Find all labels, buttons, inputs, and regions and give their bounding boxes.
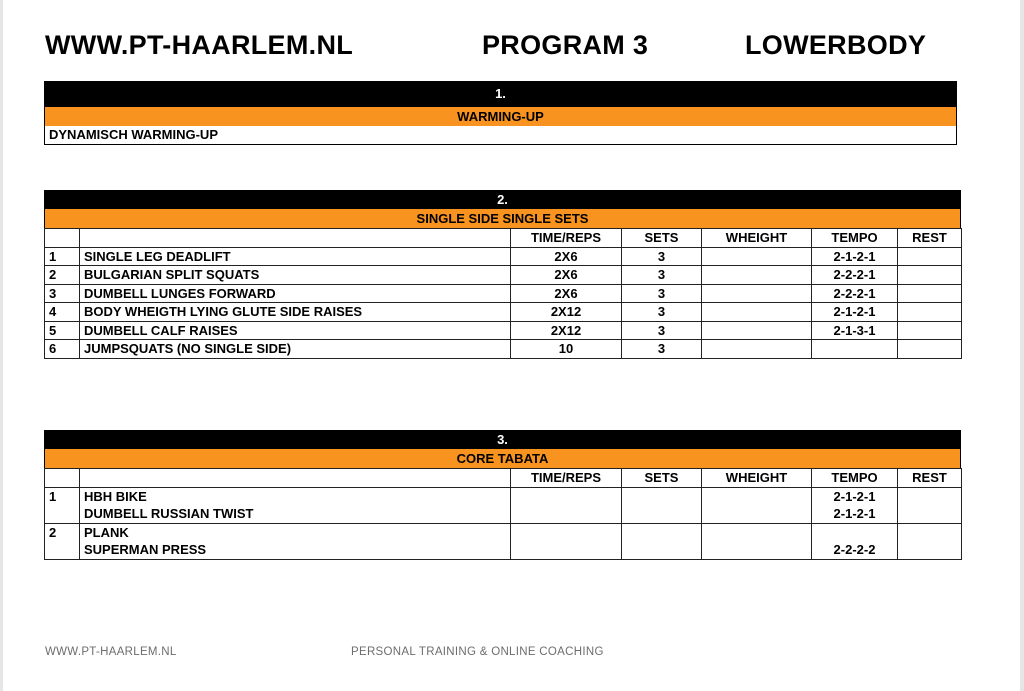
time-reps: 2X12 [511,321,622,340]
section-number: 1. [44,81,957,107]
weight [702,321,812,340]
row-number: 1 [45,487,80,505]
rest [898,266,962,285]
column-header-weight: WHEIGHT [702,229,812,248]
exercise-name: HBH BIKE [80,487,511,505]
time-reps: 2X6 [511,247,622,266]
exercise-table [44,468,962,560]
column-header-time-reps: TIME/REPS [511,469,622,488]
exercise-name: DUMBELL LUNGES FORWARD [80,284,511,303]
column-header [80,469,511,488]
column-header-time-reps: TIME/REPS [511,229,622,248]
time-reps: 10 [511,340,622,359]
section-title: WARMING-UP [44,107,957,126]
weight [702,487,812,505]
sets [622,523,702,541]
time-reps [511,541,622,559]
column-header-rest: REST [898,469,962,488]
page-edge-left [0,0,3,691]
footer-site: WWW.PT-HAARLEM.NL [45,646,177,658]
column-header [45,469,80,488]
table-row [45,321,962,340]
rest [898,340,962,359]
exercise-name: PLANK [80,523,511,541]
row-number-empty [45,505,80,523]
column-header-weight: WHEIGHT [702,469,812,488]
time-reps: 2X6 [511,266,622,285]
page-header [0,30,1024,66]
table-row [45,266,962,285]
table-row [45,284,962,303]
rest [898,303,962,322]
column-header [80,229,511,248]
exercise-name: JUMPSQUATS (NO SINGLE SIDE) [80,340,511,359]
table-row [45,303,962,322]
time-reps [511,487,622,505]
tempo: 2-1-2-1 [812,505,898,523]
table-header-row [45,469,962,488]
tempo: 2-2-2-1 [812,266,898,285]
sets: 3 [622,303,702,322]
table-row [45,523,962,541]
weight [702,523,812,541]
sets [622,505,702,523]
row-number: 2 [45,523,80,541]
exercise-name: SUPERMAN PRESS [80,541,511,559]
section-title: CORE TABATA [44,449,961,468]
section-number: 2. [44,190,961,209]
sets: 3 [622,284,702,303]
row-number: 2 [45,266,80,285]
rest [898,523,962,541]
time-reps [511,523,622,541]
exercise-table [44,228,962,359]
sets: 3 [622,321,702,340]
row-number: 5 [45,321,80,340]
sets [622,487,702,505]
rest [898,284,962,303]
tempo: 2-1-2-1 [812,303,898,322]
sets: 3 [622,266,702,285]
weight [702,505,812,523]
row-number: 1 [45,247,80,266]
tempo: 2-1-2-1 [812,247,898,266]
section-number: 3. [44,430,961,449]
table-row [45,541,962,559]
exercise-name: BULGARIAN SPLIT SQUATS [80,266,511,285]
row-number: 6 [45,340,80,359]
column-header [45,229,80,248]
header-site: WWW.PT-HAARLEM.NL [45,30,354,60]
rest [898,247,962,266]
header-program: PROGRAM 3 [482,30,649,60]
row-number-empty [45,541,80,559]
weight [702,247,812,266]
weight [702,303,812,322]
rest [898,505,962,523]
section-core-tabata [44,430,961,560]
table-row [45,505,962,523]
section-single-side [44,190,961,359]
table-row [45,487,962,505]
tempo: 2-2-2-2 [812,541,898,559]
warming-up-item: DYNAMISCH WARMING-UP [44,126,957,145]
tempo: 2-1-3-1 [812,321,898,340]
rest [898,321,962,340]
tempo: 2-2-2-1 [812,284,898,303]
table-row [45,340,962,359]
exercise-name: DUMBELL CALF RAISES [80,321,511,340]
time-reps [511,505,622,523]
sets: 3 [622,340,702,359]
row-number: 3 [45,284,80,303]
column-header-sets: SETS [622,229,702,248]
section-title: SINGLE SIDE SINGLE SETS [44,209,961,228]
column-header-rest: REST [898,229,962,248]
column-header-tempo: TEMPO [812,229,898,248]
table-header-row [45,229,962,248]
column-header-tempo: TEMPO [812,469,898,488]
weight [702,541,812,559]
exercise-name: DUMBELL RUSSIAN TWIST [80,505,511,523]
table-row [45,247,962,266]
weight [702,340,812,359]
weight [702,266,812,285]
exercise-name: BODY WHEIGTH LYING GLUTE SIDE RAISES [80,303,511,322]
header-type: LOWERBODY [745,30,927,60]
exercise-name: SINGLE LEG DEADLIFT [80,247,511,266]
sets [622,541,702,559]
weight [702,284,812,303]
page-edge-right [1020,0,1024,691]
tempo: 2-1-2-1 [812,487,898,505]
tempo [812,340,898,359]
row-number: 4 [45,303,80,322]
rest [898,487,962,505]
section-warming-up [44,81,957,145]
time-reps: 2X12 [511,303,622,322]
sets: 3 [622,247,702,266]
footer-tagline: PERSONAL TRAINING & ONLINE COACHING [351,646,604,658]
column-header-sets: SETS [622,469,702,488]
tempo [812,523,898,541]
time-reps: 2X6 [511,284,622,303]
rest [898,541,962,559]
